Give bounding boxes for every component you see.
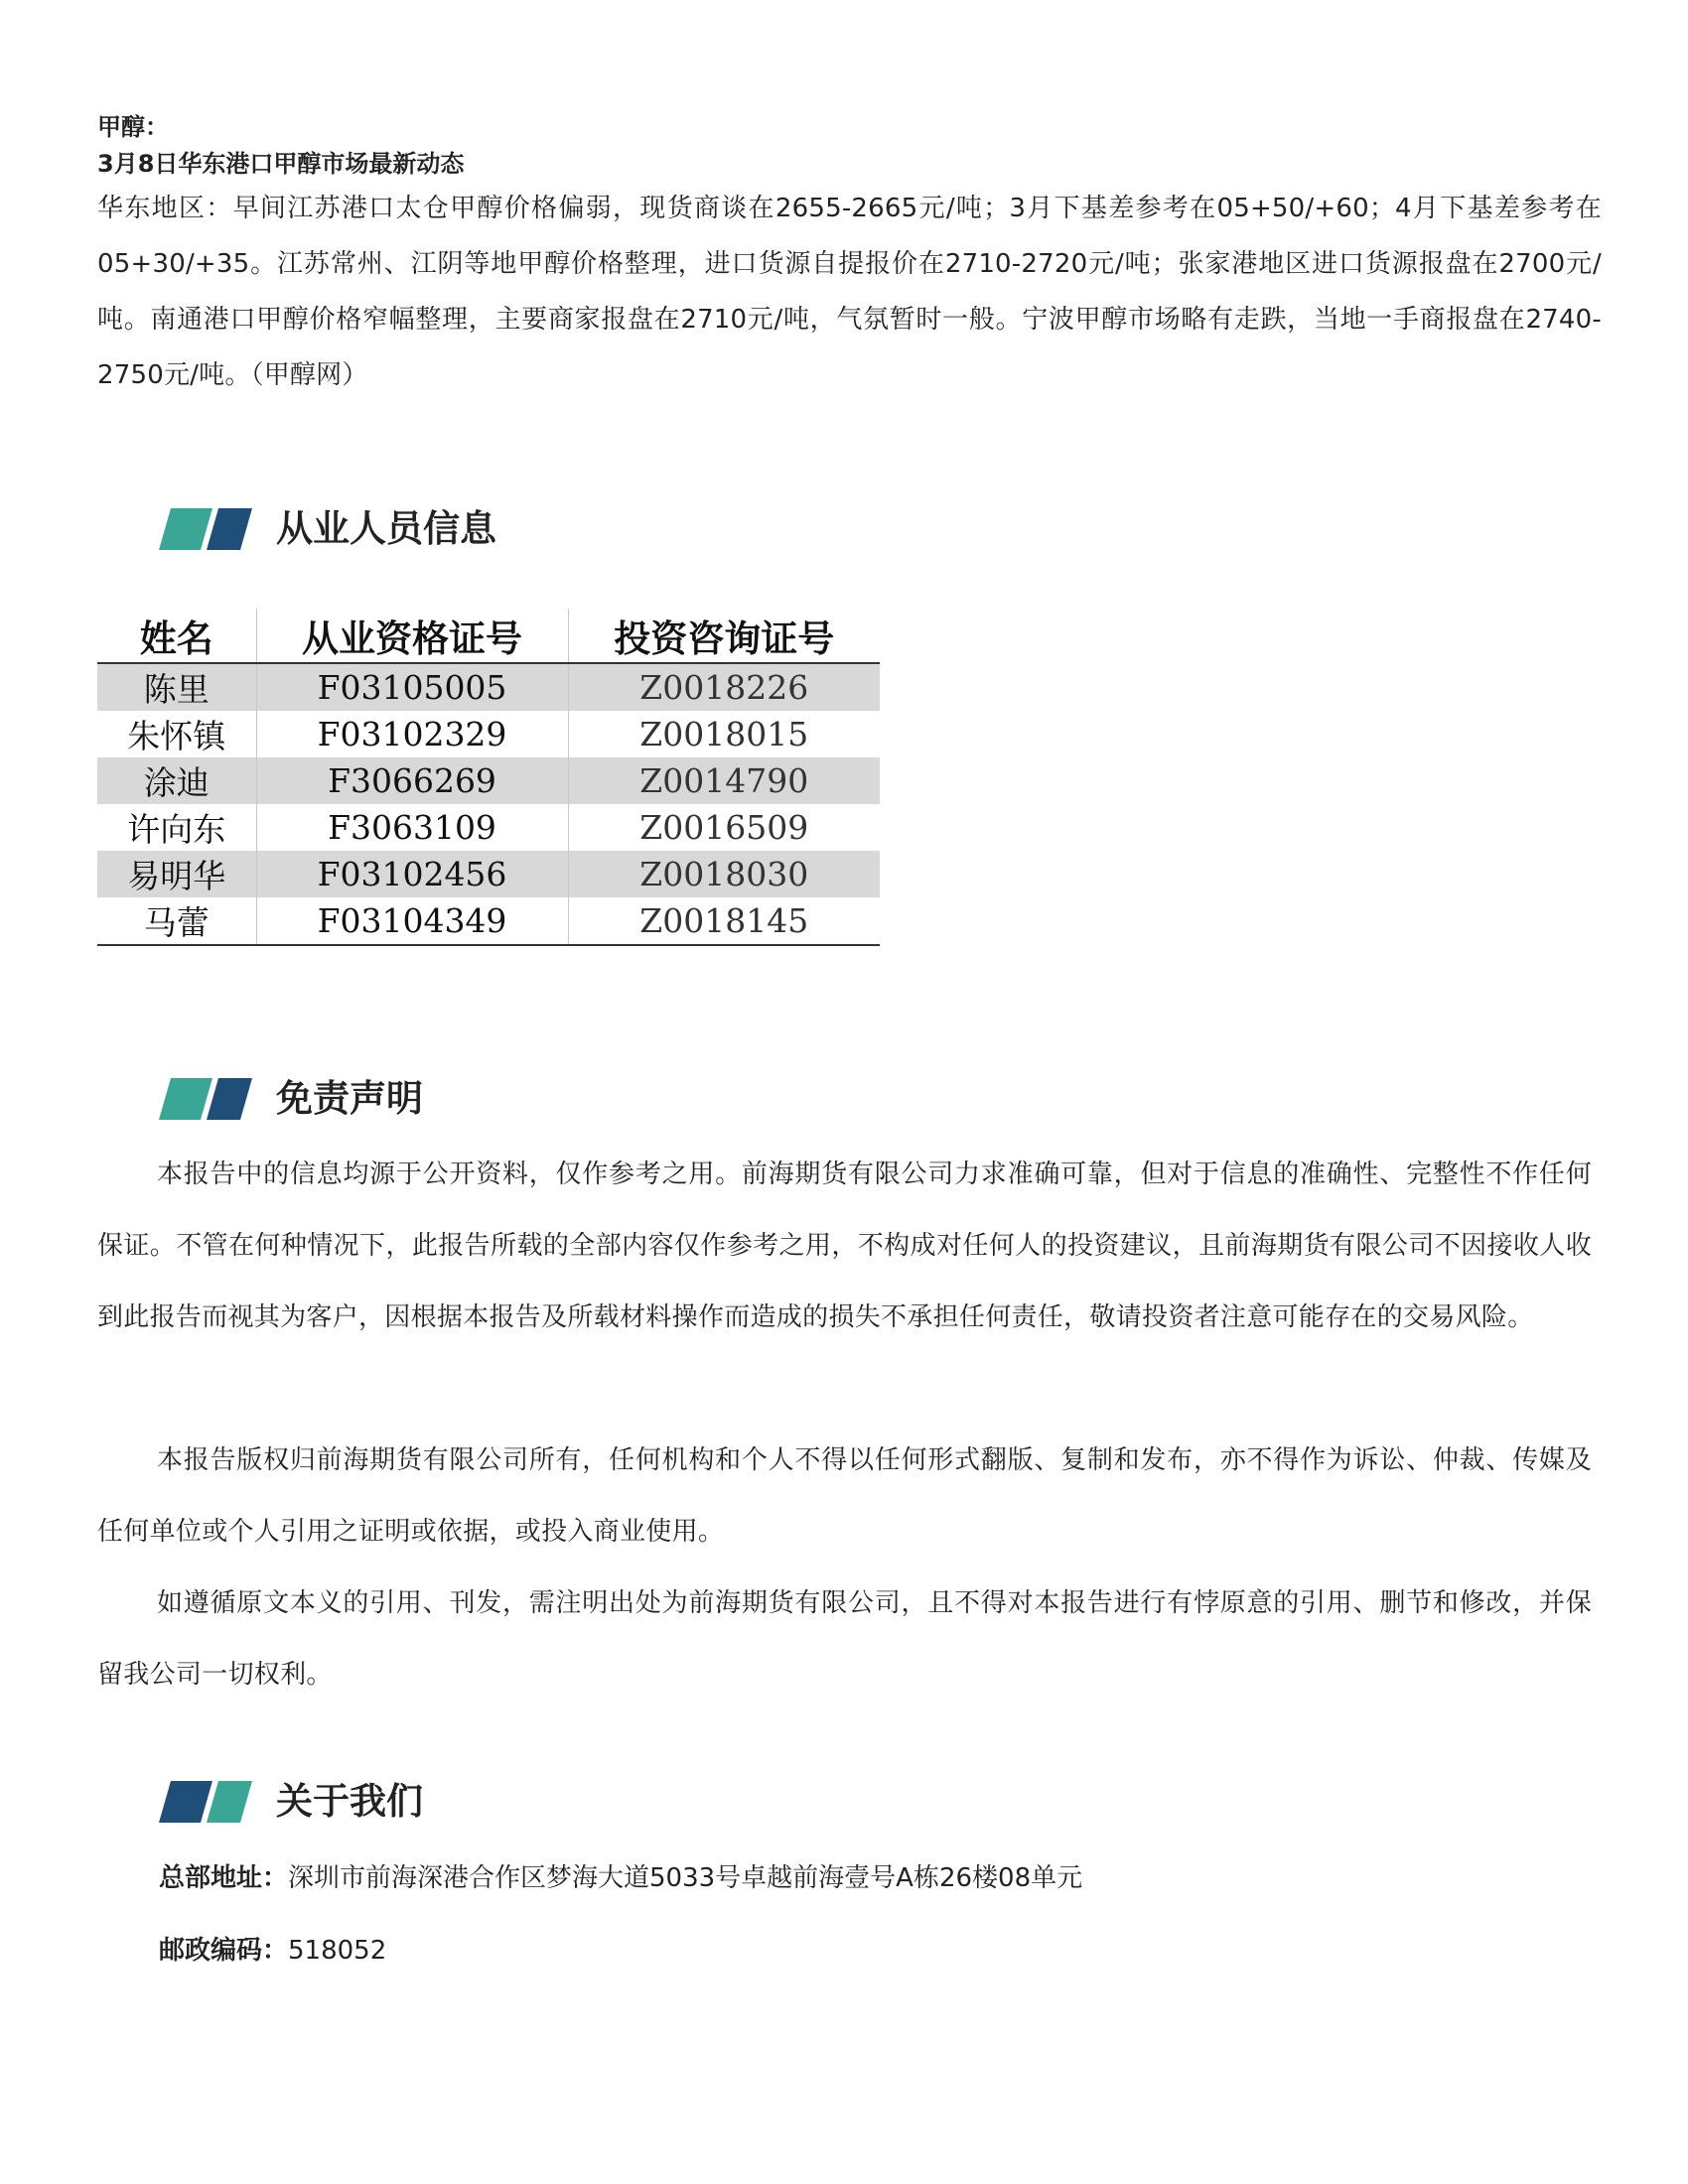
staff-name: 陈里	[97, 663, 256, 711]
advisory-cert: Z0014790	[568, 757, 880, 804]
section-header-icon	[159, 508, 258, 550]
section-header-icon	[159, 1078, 258, 1120]
table-row	[97, 663, 880, 711]
advisory-cert: Z0018145	[568, 897, 880, 945]
table-row	[97, 897, 880, 945]
disclaimer-section-header	[159, 1074, 755, 1124]
header-qualification: 从业资格证号	[256, 609, 568, 663]
staff-section-title: 从业人员信息	[276, 507, 496, 550]
advisory-cert: Z0018226	[568, 663, 880, 711]
postcode-value: 518052	[288, 1936, 387, 1966]
staff-name: 涂迪	[97, 757, 256, 804]
section-header-icon	[159, 1781, 258, 1823]
address-value: 深圳市前海深港合作区梦海大道5033号卓越前海壹号A栋26楼08单元	[288, 1863, 1083, 1893]
table-header-row	[97, 609, 880, 663]
advisory-cert: Z0018030	[568, 851, 880, 897]
disclaimer-paragraph-2: 本报告版权归前海期货有限公司所有，任何机构和个人不得以任何形式翻版、复制和发布，亦不得作为诉讼、仲裁、传媒及任何单位或个人引用之证明或依据，或投入商业使用。	[97, 1445, 1592, 1547]
qualification-cert: F03102456	[256, 851, 568, 897]
header-advisory: 投资咨询证号	[568, 609, 880, 663]
qualification-cert: F03102329	[256, 711, 568, 757]
staff-name: 许向东	[127, 810, 226, 849]
table-row	[97, 711, 880, 757]
staff-name: 易明华	[97, 851, 256, 897]
staff-name: 马蕾	[143, 903, 210, 942]
methanol-subheading: 3月8日华东港口甲醇市场最新动态	[97, 150, 465, 178]
disclaimer-paragraph-3: 如遵循原文本义的引用、刊发，需注明出处为前海期货有限公司，且不得对本报告进行有悖原意的引用、删节和修改，并保留我公司一切权利。	[97, 1588, 1592, 1690]
about-section-header	[159, 1777, 755, 1827]
disclaimer-paragraph-1: 本报告中的信息均源于公开资料，仅作参考之用。前海期货有限公司力求准确可靠，但对于信息的准确性、完整性不作任何保证。不管在何种情况下，此报告所载的全部内容仅作参考之用，不构成对任何人的投资建议，且前海期货有限公司不因接收人收到此报告而视其为客户，因根据本报告及所载材料操作而造成的损失不承担任何责任，敬请投资者注意可能存在的交易风险。	[97, 1160, 1592, 1332]
qualification-cert: F3063109	[256, 804, 568, 851]
qualification-cert: F03104349	[256, 897, 568, 945]
address-label: 总部地址：	[159, 1863, 289, 1893]
methanol-heading: 甲醇：	[97, 113, 169, 141]
advisory-cert: Z0018015	[568, 711, 880, 757]
disclaimer-section-title: 免责声明	[276, 1077, 423, 1120]
staff-section-header	[159, 504, 755, 554]
table-row	[97, 851, 880, 897]
postcode-label: 邮政编码：	[159, 1936, 289, 1966]
table-row	[97, 804, 880, 851]
staff-name: 朱怀镇	[127, 717, 226, 755]
header-name: 姓名	[97, 609, 256, 663]
table-row	[97, 757, 880, 804]
advisory-cert: Z0016509	[568, 804, 880, 851]
address-line	[159, 1860, 1082, 1896]
about-section-title: 关于我们	[276, 1780, 423, 1823]
qualification-cert: F03105005	[256, 663, 568, 711]
staff-table	[97, 609, 880, 946]
postcode-line	[159, 1933, 386, 1969]
methanol-body: 华东地区：早间江苏港口太仓甲醇价格偏弱，现货商谈在2655-2665元/吨；3月下基差参考在05+50/+60；4月下基差参考在05+30/+35。江苏常州、江阴等地甲醇价格整理，进口货源自提报价在2710-2720元/吨；张家港地区进口货源报盘在2700元/吨。南通港口甲醇价格窄幅整理，主要商家报盘在2710元/吨，气氛暂时一般。宁波甲醇市场略有走跌，当地一手商报盘在2740-2750元/吨。（甲醇网）	[97, 194, 1602, 390]
qualification-cert: F3066269	[256, 757, 568, 804]
